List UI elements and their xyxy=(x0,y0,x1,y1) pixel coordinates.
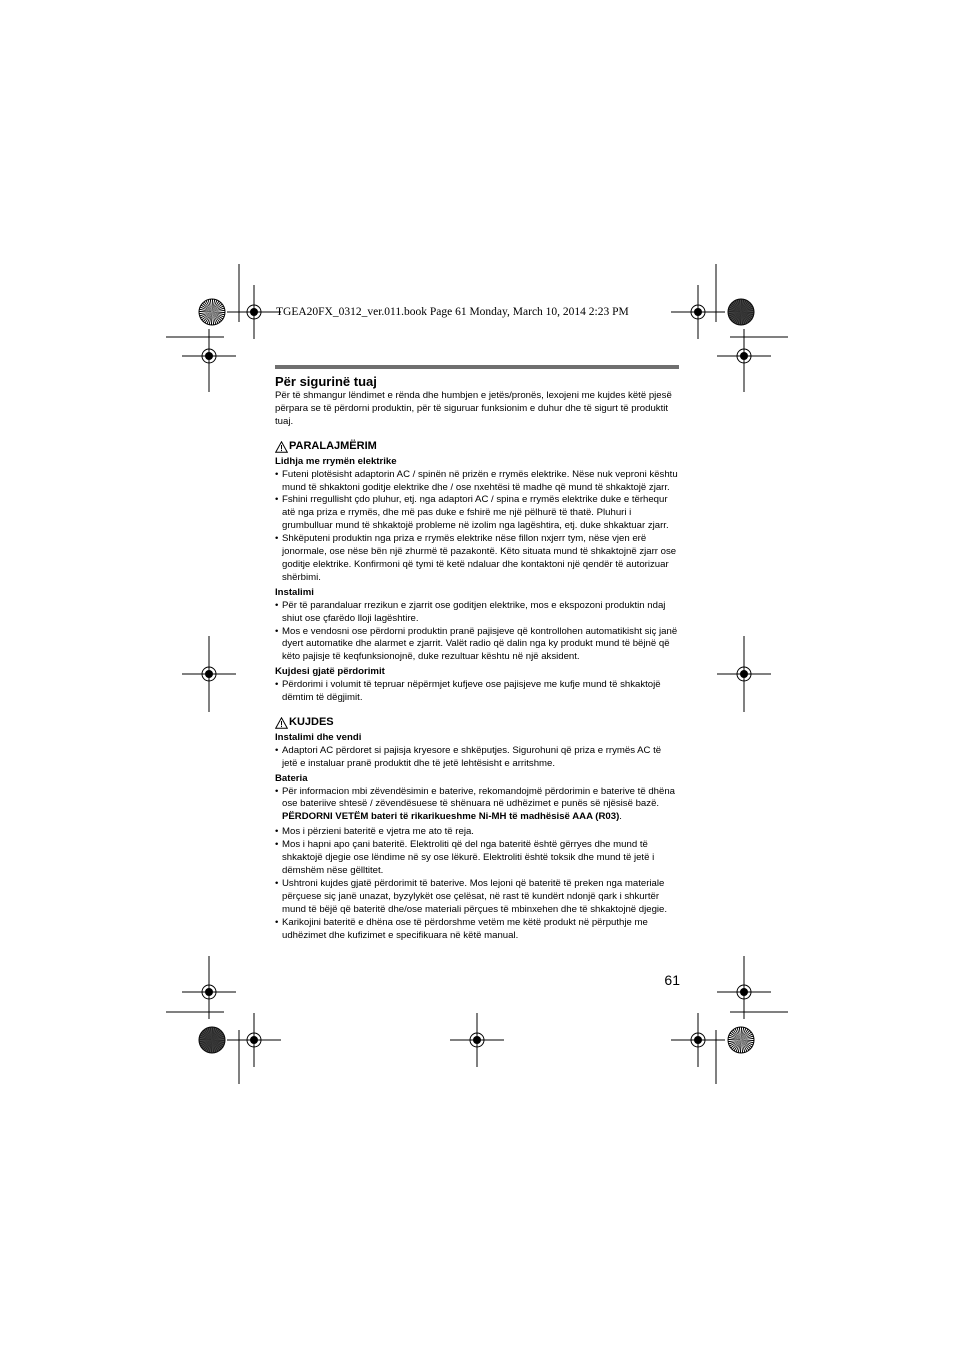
list-item: • Përdorimi i volumit të tepruar nëpërmjet kufjeve ose pajisjeve me kufje mund të shkaktojë dëmtim të dëgjimit. xyxy=(275,679,679,705)
warning-sub-installation: Instalimi xyxy=(275,586,314,598)
warning-heading-label: PARALAJMËRIM xyxy=(289,439,377,452)
warning-power-list xyxy=(275,469,679,585)
warning-usage-list xyxy=(275,679,679,705)
list-item xyxy=(275,786,679,825)
page-title: Për sigurinë tuaj xyxy=(275,374,377,389)
warning-heading xyxy=(275,439,679,453)
list-item: • Mos i përzieni bateritë e vjetra me ato të reja. xyxy=(275,826,679,839)
warning-installation-list xyxy=(275,600,679,665)
list-item: • Mos e vendosni ose përdorni produktin pranë pajisjeve që kontrollohen automatikisht siç janë dyert automatike dhe alarmet e zjarrit. Valët radio që dalin nga ky produkt mund të bëjnë që këto pajisje të keqfunksionojnë, duke rezultuar kështu në një aksident. xyxy=(275,626,679,665)
caution-heading xyxy=(275,715,679,729)
list-item: • Fshini rregullisht çdo pluhur, etj. nga adaptori AC / spina e rrymës elektrike duke e tërhequr atë nga priza e rrymës, dhe më pas duke e fshirë me një pëlhurë të thatë. Pluhuri i grumbulluar mund të shkaktojë probleme në izolim nga lagështira, etj. duke shkaktuar zjarr. xyxy=(275,494,679,533)
list-item: • Shkëputeni produktin nga priza e rrymës elektrike nëse fillon nxjerr tym, nëse vjen erë jonormale, ose nëse bën një zhurmë të pazakontë. Këto situata mund të shkaktojnë zjarr ose goditje elektrike. Konfirmoni që tymi të ketë ndaluar dhe kontaktoni një qendër të autorizuar shërbimi. xyxy=(275,533,679,585)
caution-sub-installation: Instalimi dhe vendi xyxy=(275,731,362,743)
print-header-line: TGEA20FX_0312_ver.011.book Page 61 Monday, March 10, 2014 2:23 PM xyxy=(276,306,629,318)
caution-battery-list xyxy=(275,786,679,825)
page-number: 61 xyxy=(664,972,680,988)
warning-sub-usage: Kujdesi gjatë përdorimit xyxy=(275,666,385,678)
caution-battery-list-more xyxy=(275,826,679,942)
battery-info-text: Për informacion mbi zëvendësimin e baterive, rekomandojmë përdorimin e baterive të dhëna ose bateriive shtesë / zëvendësuese të shënuara në udhëzimet e punës së njësisë bazë. xyxy=(282,785,676,810)
caution-heading-label: KUJDES xyxy=(289,715,334,728)
intro-paragraph: Për të shmangur lëndimet e rënda dhe humbjen e jetës/pronës, lexojeni me kujdes këtë pjesë përpara se të përdorni produktin, për të siguruar funksionim e duhur dhe të sigurt të produktit tuaj. xyxy=(275,390,672,427)
list-item: • Ushtroni kujdes gjatë përdorimit të baterive. Mos lejoni që bateritë të preken nga materiale përçuese siç janë unazat, byzylykët ose çelësat, në rast të kundërt ndonjë qark i shkurtër mund të bëjë që bateritë dhe/ose materiali përçues të mbinxehen dhe të shkaktojnë djegie. xyxy=(275,878,679,917)
section-rule xyxy=(275,365,679,369)
caution-sub-battery: Bateria xyxy=(275,772,308,784)
list-item: • Mos i hapni apo çani bateritë. Elektroliti që del nga bateritë është gërryes dhe mund të shkaktojë djegie ose lëndime në sy ose lëkurë. Elektroliti është toksik dhe mund të jetë i dëmshëm nëse gëlltitet. xyxy=(275,839,679,878)
list-item: • Adaptori AC përdoret si pajisja kryesore e shkëputjes. Sigurohuni që priza e rrymës AC të jetë e instaluar pranë produktit dhe të jetë lehtësisht e arritshme. xyxy=(275,745,679,771)
page-content xyxy=(275,373,679,944)
caution-installation-list xyxy=(275,745,679,771)
battery-info-end: . xyxy=(619,811,622,823)
warning-triangle-icon xyxy=(275,441,288,453)
list-item: • Futeni plotësisht adaptorin AC / spinën në prizën e rrymës elektrike. Nëse nuk veproni kështu mund të shkaktoni goditje elektrike dhe / ose nxehtësi të madhe që mund të shkaktojë zjarr. xyxy=(275,469,679,495)
battery-type-note: PËRDORNI VETËM bateri të rikarikueshme Ni-MH të madhësisë AAA (R03) xyxy=(282,811,620,823)
list-item: • Karikojini bateritë e dhëna ose të përdorshme vetëm me këtë produkt në përputhje me udhëzimet dhe kufizimet e specifikuara në këtë manual. xyxy=(275,917,679,943)
caution-triangle-icon xyxy=(275,717,288,729)
list-item: • Për të parandaluar rrezikun e zjarrit ose goditjen elektrike, mos e ekspozoni produktin ndaj shiut ose çfarëdo lloji lagështire. xyxy=(275,600,679,626)
warning-sub-power: Lidhja me rrymën elektrike xyxy=(275,455,397,467)
